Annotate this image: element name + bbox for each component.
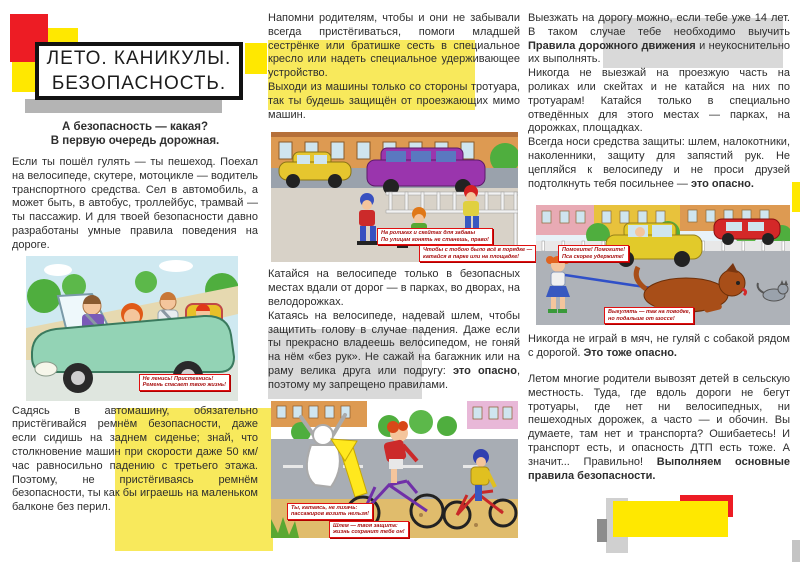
col2-paragraph-2: Выходи из машины только со стороны тротуара, так ты будешь защищён от проезжающих мимо машин. — [268, 80, 520, 121]
column-3 — [528, 12, 790, 483]
subtitle-line1: А безопасность — какая? — [61, 121, 209, 133]
caption-dog-help — [558, 245, 629, 262]
caption-dog-help-line2: Пса скорее удержите! — [562, 253, 624, 260]
caption-dog-leash-line2: но подальше от шоссе! — [608, 315, 675, 322]
caption-bike-helmet-line1: Шлем — твоя защита: — [333, 522, 398, 529]
illustration-bicycles — [271, 401, 518, 538]
illustration-rollerskaters — [271, 132, 533, 262]
caption-skates-rule1-line1: На роликах и скейтах для забавы — [381, 230, 476, 237]
illustration-car-family — [26, 256, 238, 401]
caption-bike-passenger-line2: пассажиров возить нельзя! — [291, 511, 369, 518]
page-title-line2: БЕЗОПАСНОСТЬ. — [51, 73, 227, 94]
page-title — [35, 42, 243, 100]
col3-paragraph-3: Всегда носи средства защиты: шлем, налокотники, наколенники, защиту для запястий рук. Не цепляйся к велосипеду и не проси друзей подтолкнуть тебя посильнее — это опасно. — [528, 136, 790, 190]
col2-paragraph-1: Напомни родителям, чтобы и они не забывали всегда пристёгиваться, помоги младшей сестрёнке или братишке сесть в специальное кресло или надеть специальное удерживающее устройство. — [268, 12, 520, 80]
page-title-line1: ЛЕТО. КАНИКУЛЫ. — [46, 48, 232, 69]
decor-bottom-right-shadow-dark — [597, 519, 607, 542]
caption-skates-rule2-line1: Чтобы с тобою было всё в порядке — — [423, 247, 533, 254]
col3-paragraph-5: Летом многие родители вывозят детей в сельскую местность. Туда, где вдоль дороги не бегут тротуары, где нет ни велосипедных, ни пешеходных дорожек, а часто — и обочин. Вы думаете, там нет и транспорта? Ошибаетесь! И транспорт есть, и опасность ДТП есть тоже. А значит... Правильно! Выполняем основные правила безопасности. — [528, 372, 790, 482]
caption-bike-helmet-line2: жизнь сохранит тебе он! — [333, 529, 405, 536]
decor-edge-yellow-right — [792, 182, 800, 212]
caption-skates-rule1 — [377, 228, 493, 245]
subtitle-line2: В первую очередь дорожная. — [50, 135, 220, 147]
caption-seatbelt-line2: Ремень спасает твою жизнь! — [142, 382, 226, 389]
decor-edge-gray-right-bottom — [792, 540, 800, 562]
col3-paragraph-1: Выезжать на дорогу можно, если тебе уже 14 лет. В таком случае тебе необходимо выучить Правила дорожного движения и неукоснительно их выполнять. — [528, 12, 791, 66]
caption-bike-passenger — [287, 503, 373, 520]
col3-paragraph-2: Никогда не выезжай на проезжую часть на роликах или скейтах и не катайся на них по тротуарам! Катайся только в специально отведённых для этого местах — парках, на дорожках, площадках. — [528, 67, 790, 135]
caption-bike-helmet — [329, 521, 409, 538]
col3-paragraph-4: Никогда не играй в мяч, не гуляй с собакой рядом с дорогой. Это тоже опасно. — [528, 333, 790, 360]
col1-paragraph-1: Если ты пошёл гулять — ты пешеход. Поехал на велосипеде, скутере, мотоцикле — водитель транспортного средства. Сел в автомобиль, а может быть, в автобус, троллейбус, трамвай — ты пассажир. И для твоей безопасности давно разработаны умные правила поведения на дороге. — [12, 156, 258, 251]
caption-bike-passenger-line1: Ты, катаясь, не лихачь: — [291, 504, 358, 511]
decor-bottom-right-yellow — [613, 501, 728, 537]
decor-yellow-square-right-of-title — [245, 43, 267, 74]
decor-title-shadow — [25, 99, 222, 113]
illustration-dog-walk — [536, 205, 790, 325]
column-1 — [12, 120, 258, 515]
caption-seatbelt-line1: Не ленись! Пристегнись! — [142, 375, 214, 382]
caption-skates-rule2 — [419, 245, 536, 262]
caption-dog-leash — [604, 307, 694, 324]
caption-skates-rule1-line2: По улицам гонять не станешь, право! — [381, 236, 489, 243]
caption-dog-help-line1: Помогите! Помогите! — [562, 247, 626, 254]
caption-seatbelt — [139, 374, 230, 391]
col1-paragraph-2: Садясь в автомашину, обязательно пристёгивайся ремнём безопасности, даже если сидишь на заднем сиденье; знай, что столкновение машин при скорости даже 50 км/час равносильно падению с третьего этажа. Поэтому, не пристёгиваясь ремнём безопасности, ты как бы играешь на маленьком балконе без перил. — [12, 404, 258, 514]
caption-dog-leash-line1: Выгулять — так на поводке, — [608, 309, 691, 316]
caption-skates-rule2-line2: катайся в парке или на площадке! — [423, 253, 519, 260]
col2-paragraph-4: Катаясь на велосипеде, надевай шлем, чтобы защитить голову в случае падения. Даже если ты прекрасно владеешь велосипедом, не гоняй на нём «без рук». Не сажай на багажник или на раму велика друга или подругу: это опасно, поэтому му запрещено правилами. — [268, 309, 520, 391]
column-2 — [268, 12, 533, 538]
col2-paragraph-3: Катайся на велосипеде только в безопасных местах вдали от дорог — в парках, во дворах, на велодорожках. — [268, 268, 520, 308]
